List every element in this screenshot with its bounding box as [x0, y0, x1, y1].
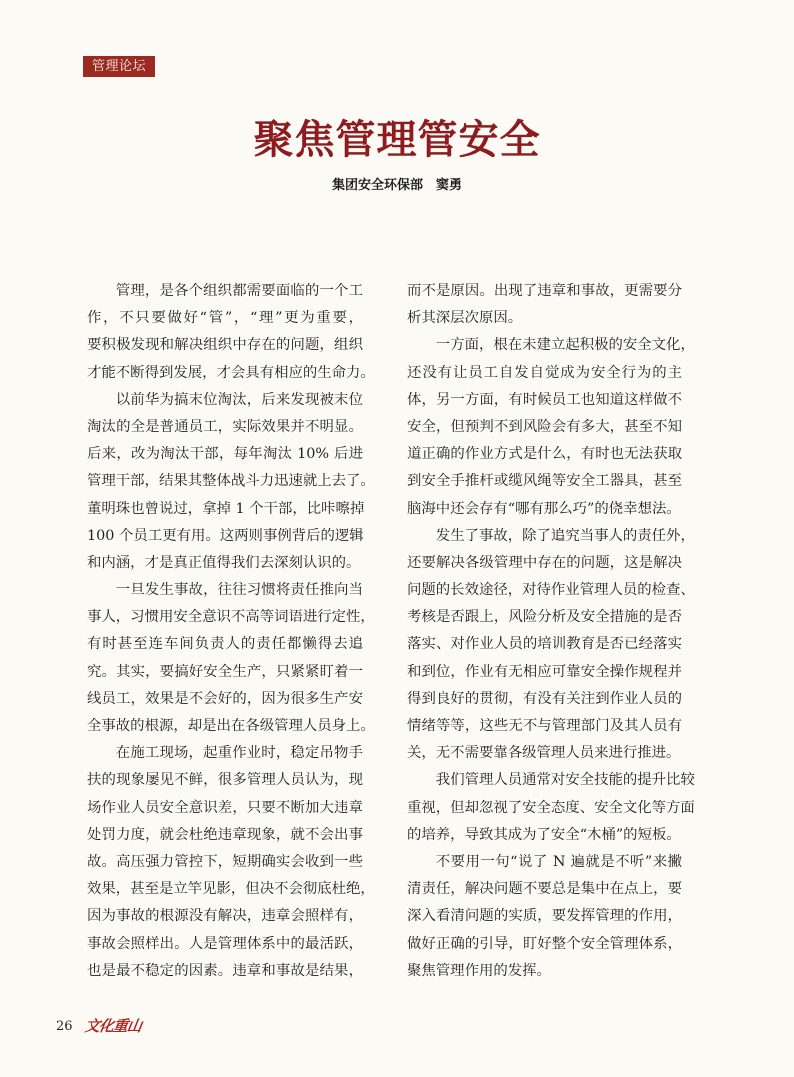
text-line: 淘汰的全是普通员工，实际效果并不明显。 [87, 418, 363, 435]
text-line: 聚焦管理作用的发挥。 [407, 962, 551, 979]
page-number: 26 [56, 1019, 73, 1034]
text-line: 我们管理人员通常对安全技能的提升比较 [435, 772, 695, 789]
text-line: 到安全手推杆或缆风绳等安全工器具，甚至 [407, 473, 682, 490]
text-line: 考核是否跟上，风险分析及安全措施的是否 [407, 609, 682, 626]
paragraph [407, 523, 695, 768]
text-line: 深入看清问题的实质，要发挥管理的作用， [407, 908, 682, 925]
text-line: 作，不只要做好“管”，“理”更为重要， [87, 310, 363, 327]
paragraph [407, 278, 682, 332]
text-line: 还要解决各级管理中存在的问题，这是解决 [407, 554, 682, 571]
paragraph [87, 278, 375, 387]
text-line: 不要用一句“说了 N 遍就是不听”来撇 [435, 853, 682, 870]
text-line: 效果，甚至是立竿见影，但决不会彻底杜绝， [87, 881, 375, 898]
text-line: 全事故的根源，却是出在各级管理人员身上。 [87, 718, 375, 734]
text-line: 扶的现象屡见不鲜，很多管理人员认为，现 [87, 772, 363, 789]
text-line: 一旦发生事故，往往习惯将责任推向当 [115, 582, 363, 599]
text-line: 处罚力度，就会杜绝违章现象，就不会出事 [87, 826, 363, 843]
text-line: 也是最不稳定的因素。违章和事故是结果， [87, 962, 363, 979]
text-line: 安全，但预判不到风险会有多大，甚至不知 [407, 418, 682, 435]
text-line: 后来，改为淘汰干部，每年淘汰 10% 后进 [87, 446, 363, 463]
text-line: 和内涵，才是真正值得我们去深刻认识的。 [87, 554, 361, 571]
paragraph [87, 740, 375, 985]
text-line: 事故会照样出。人是管理体系中的最活跃， [87, 935, 363, 952]
text-line: 得到良好的贯彻，有没有关注到作业人员的 [407, 690, 682, 707]
article-title: 聚焦管理管安全 [253, 116, 541, 163]
text-line: 因为事故的根源没有解决，违章会照样有， [87, 908, 363, 925]
paragraph [407, 849, 682, 985]
magazine-logo: 文化重山 [83, 1017, 143, 1035]
text-line: 情绪等等，这些无不与管理部门及其人员有 [407, 718, 682, 734]
text-line: 的培养，导致其成为了安全“木桶”的短板。 [407, 826, 681, 843]
paragraph [87, 577, 375, 740]
text-line: 道正确的作业方式是什么，有时也无法获取 [407, 446, 682, 463]
section-tag: 管理论坛 [83, 56, 155, 77]
text-line: 100 个员工更有用。这两则事例背后的逻辑 [87, 527, 364, 544]
text-line: 关，无不需要靠各级管理人员来进行推进。 [407, 745, 681, 762]
text-line: 有时甚至连车间负责人的责任都懒得去追 [87, 636, 363, 653]
text-line: 线员工，效果是不会好的，因为很多生产安 [87, 690, 363, 707]
text-line: 和到位，作业有无相应可靠安全操作规程并 [407, 663, 682, 680]
text-line: 究。其实，要搞好安全生产，只紧紧盯着一 [87, 663, 363, 680]
text-line: 场作业人员安全意识差，只要不断加大违章 [87, 799, 363, 816]
text-line: 问题的长效途径，对待作业管理人员的检查、 [407, 582, 695, 599]
text-line: 一方面，根在未建立起积极的安全文化， [435, 337, 695, 354]
text-line: 还没有让员工自发自觉成为安全行为的主 [407, 364, 682, 381]
paragraph [407, 767, 695, 849]
text-line: 脑海中还会存有“哪有那么巧”的侥幸想法。 [407, 500, 681, 517]
text-line: 故。高压强力管控下，短期确实会收到一些 [87, 853, 363, 870]
paragraph [407, 332, 695, 522]
text-line: 重视，但却忽视了安全态度、安全文化等方面 [407, 799, 695, 816]
article-byline: 集团安全环保部 窦勇 [331, 178, 462, 193]
column-left [87, 278, 375, 985]
text-line: 事人，习惯用安全意识不高等词语进行定性， [87, 609, 375, 626]
text-line: 要积极发现和解决组织中存在的问题，组织 [87, 337, 363, 354]
text-line: 体，另一方面，有时候员工也知道这样做不 [407, 391, 682, 408]
text-line: 发生了事故，除了追究当事人的责任外， [435, 527, 695, 544]
text-line: 以前华为搞末位淘汰，后来发现被末位 [115, 391, 363, 408]
text-line: 清责任，解决问题不要总是集中在点上，要 [407, 881, 682, 898]
text-line: 而不是原因。出现了违章和事故，更需要分 [407, 283, 682, 299]
text-line: 析其深层次原因。 [407, 310, 523, 327]
text-line: 董明珠也曾说过，拿掉 1 个干部，比咔嚓掉 [87, 500, 365, 517]
text-line: 管理，是各个组织都需要面临的一个工 [115, 283, 363, 299]
column-right [407, 278, 695, 985]
text-line: 落实、对作业人员的培训教育是否已经落实 [407, 636, 682, 653]
text-line: 管理干部，结果其整体战斗力迅速就上去了。 [87, 473, 375, 490]
text-line: 做好正确的引导，盯好整个安全管理体系， [407, 935, 682, 952]
text-line: 才能不断得到发展，才会具有相应的生命力。 [87, 364, 375, 381]
paragraph [87, 387, 375, 577]
text-line: 在施工现场，起重作业时，稳定吊物手 [115, 745, 363, 762]
